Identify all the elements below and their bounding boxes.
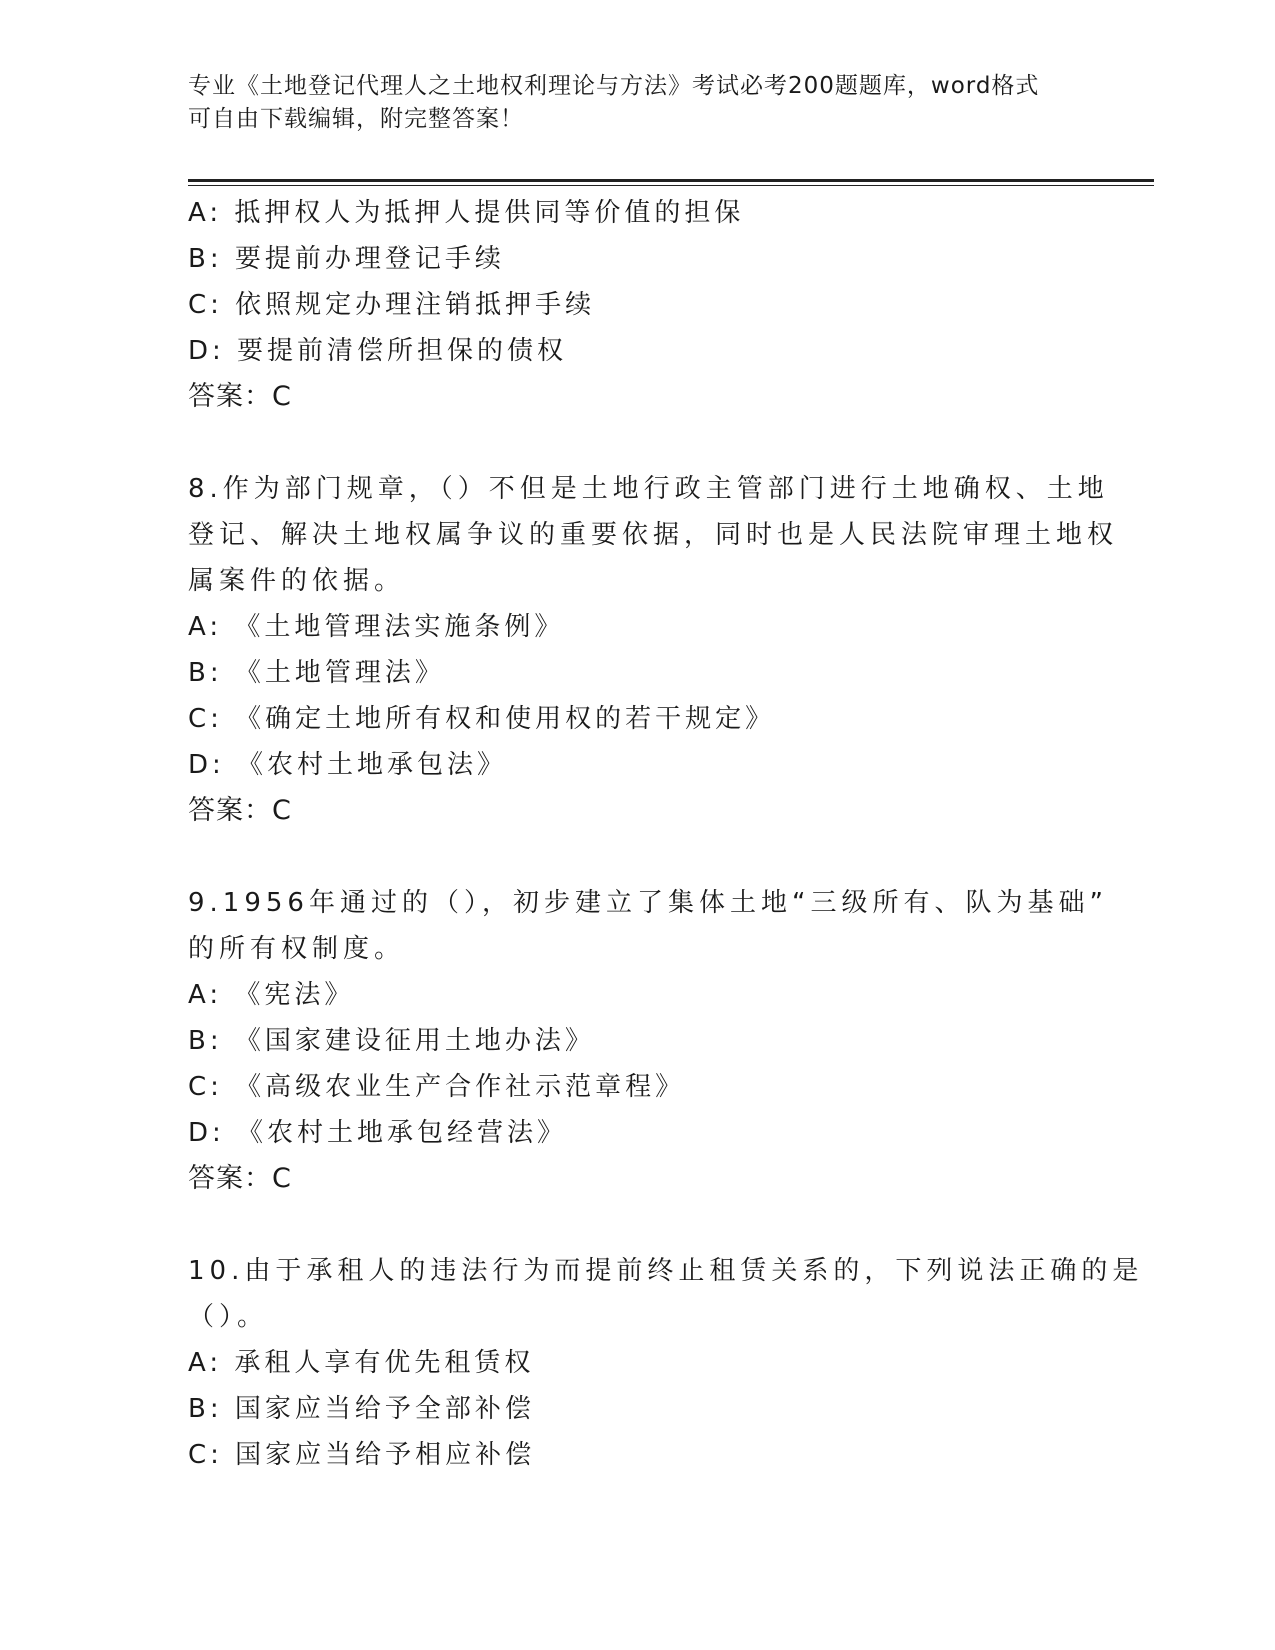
stem-line: 属案件的依据。 [188, 566, 406, 596]
option-b: B: 国家应当给予全部补偿 [188, 1394, 535, 1424]
option-c: C: 《高级农业生产合作社示范章程》 [188, 1072, 686, 1102]
question-9 [188, 880, 1108, 1202]
option-a: A: 承租人享有优先租赁权 [188, 1348, 535, 1378]
answer: 答案：C [188, 795, 292, 826]
stem-line: （）。 [188, 1302, 269, 1332]
question-7 [188, 190, 1088, 420]
stem-line: 10.由于承租人的违法行为而提前终止租赁关系的，下列说法正确的是 [188, 1256, 1144, 1286]
option-c: C: 国家应当给予相应补偿 [188, 1440, 536, 1470]
header-line-1: 专业《土地登记代理人之土地权利理论与方法》考试必考200题题库，word格式 [188, 73, 1040, 99]
question-8 [188, 466, 1119, 834]
stem-line: 的所有权制度。 [188, 934, 406, 964]
header-divider-thick [188, 179, 1154, 182]
spacer [188, 1202, 1088, 1248]
question-stem [188, 466, 1119, 604]
option-a: A: 《土地管理法实施条例》 [188, 612, 565, 642]
option-a: A: 《宪法》 [188, 980, 355, 1010]
question-stem [188, 1248, 1144, 1340]
option-a: A: 抵押权人为抵押人提供同等价值的担保 [188, 198, 745, 228]
answer: 答案：C [188, 1163, 292, 1194]
stem-line: 9.1956年通过的（），初步建立了集体土地“三级所有、队为基础” [188, 888, 1108, 918]
option-d: D: 《农村土地承包经营法》 [188, 1118, 568, 1148]
header-line-2: 可自由下载编辑，附完整答案！ [188, 106, 524, 132]
option-c: C: 依照规定办理注销抵押手续 [188, 290, 596, 320]
answer: 答案：C [188, 381, 292, 412]
question-10 [188, 1248, 1144, 1478]
option-d: D: 要提前清偿所担保的债权 [188, 336, 568, 366]
spacer [188, 834, 1088, 880]
spacer [188, 420, 1088, 466]
header-divider-thin [188, 185, 1154, 186]
stem-line: 登记、解决土地权属争议的重要依据，同时也是人民法院审理土地权 [188, 520, 1119, 550]
question-list [188, 190, 1144, 1478]
document-header [188, 70, 1088, 136]
option-b: B: 《国家建设征用土地办法》 [188, 1026, 595, 1056]
option-b: B: 《土地管理法》 [188, 658, 445, 688]
option-d: D: 《农村土地承包法》 [188, 750, 508, 780]
stem-line: 8.作为部门规章，（）不但是土地行政主管部门进行土地确权、土地 [188, 474, 1109, 504]
option-c: C: 《确定土地所有权和使用权的若干规定》 [188, 704, 776, 734]
question-stem [188, 880, 1108, 972]
option-b: B: 要提前办理登记手续 [188, 244, 505, 274]
